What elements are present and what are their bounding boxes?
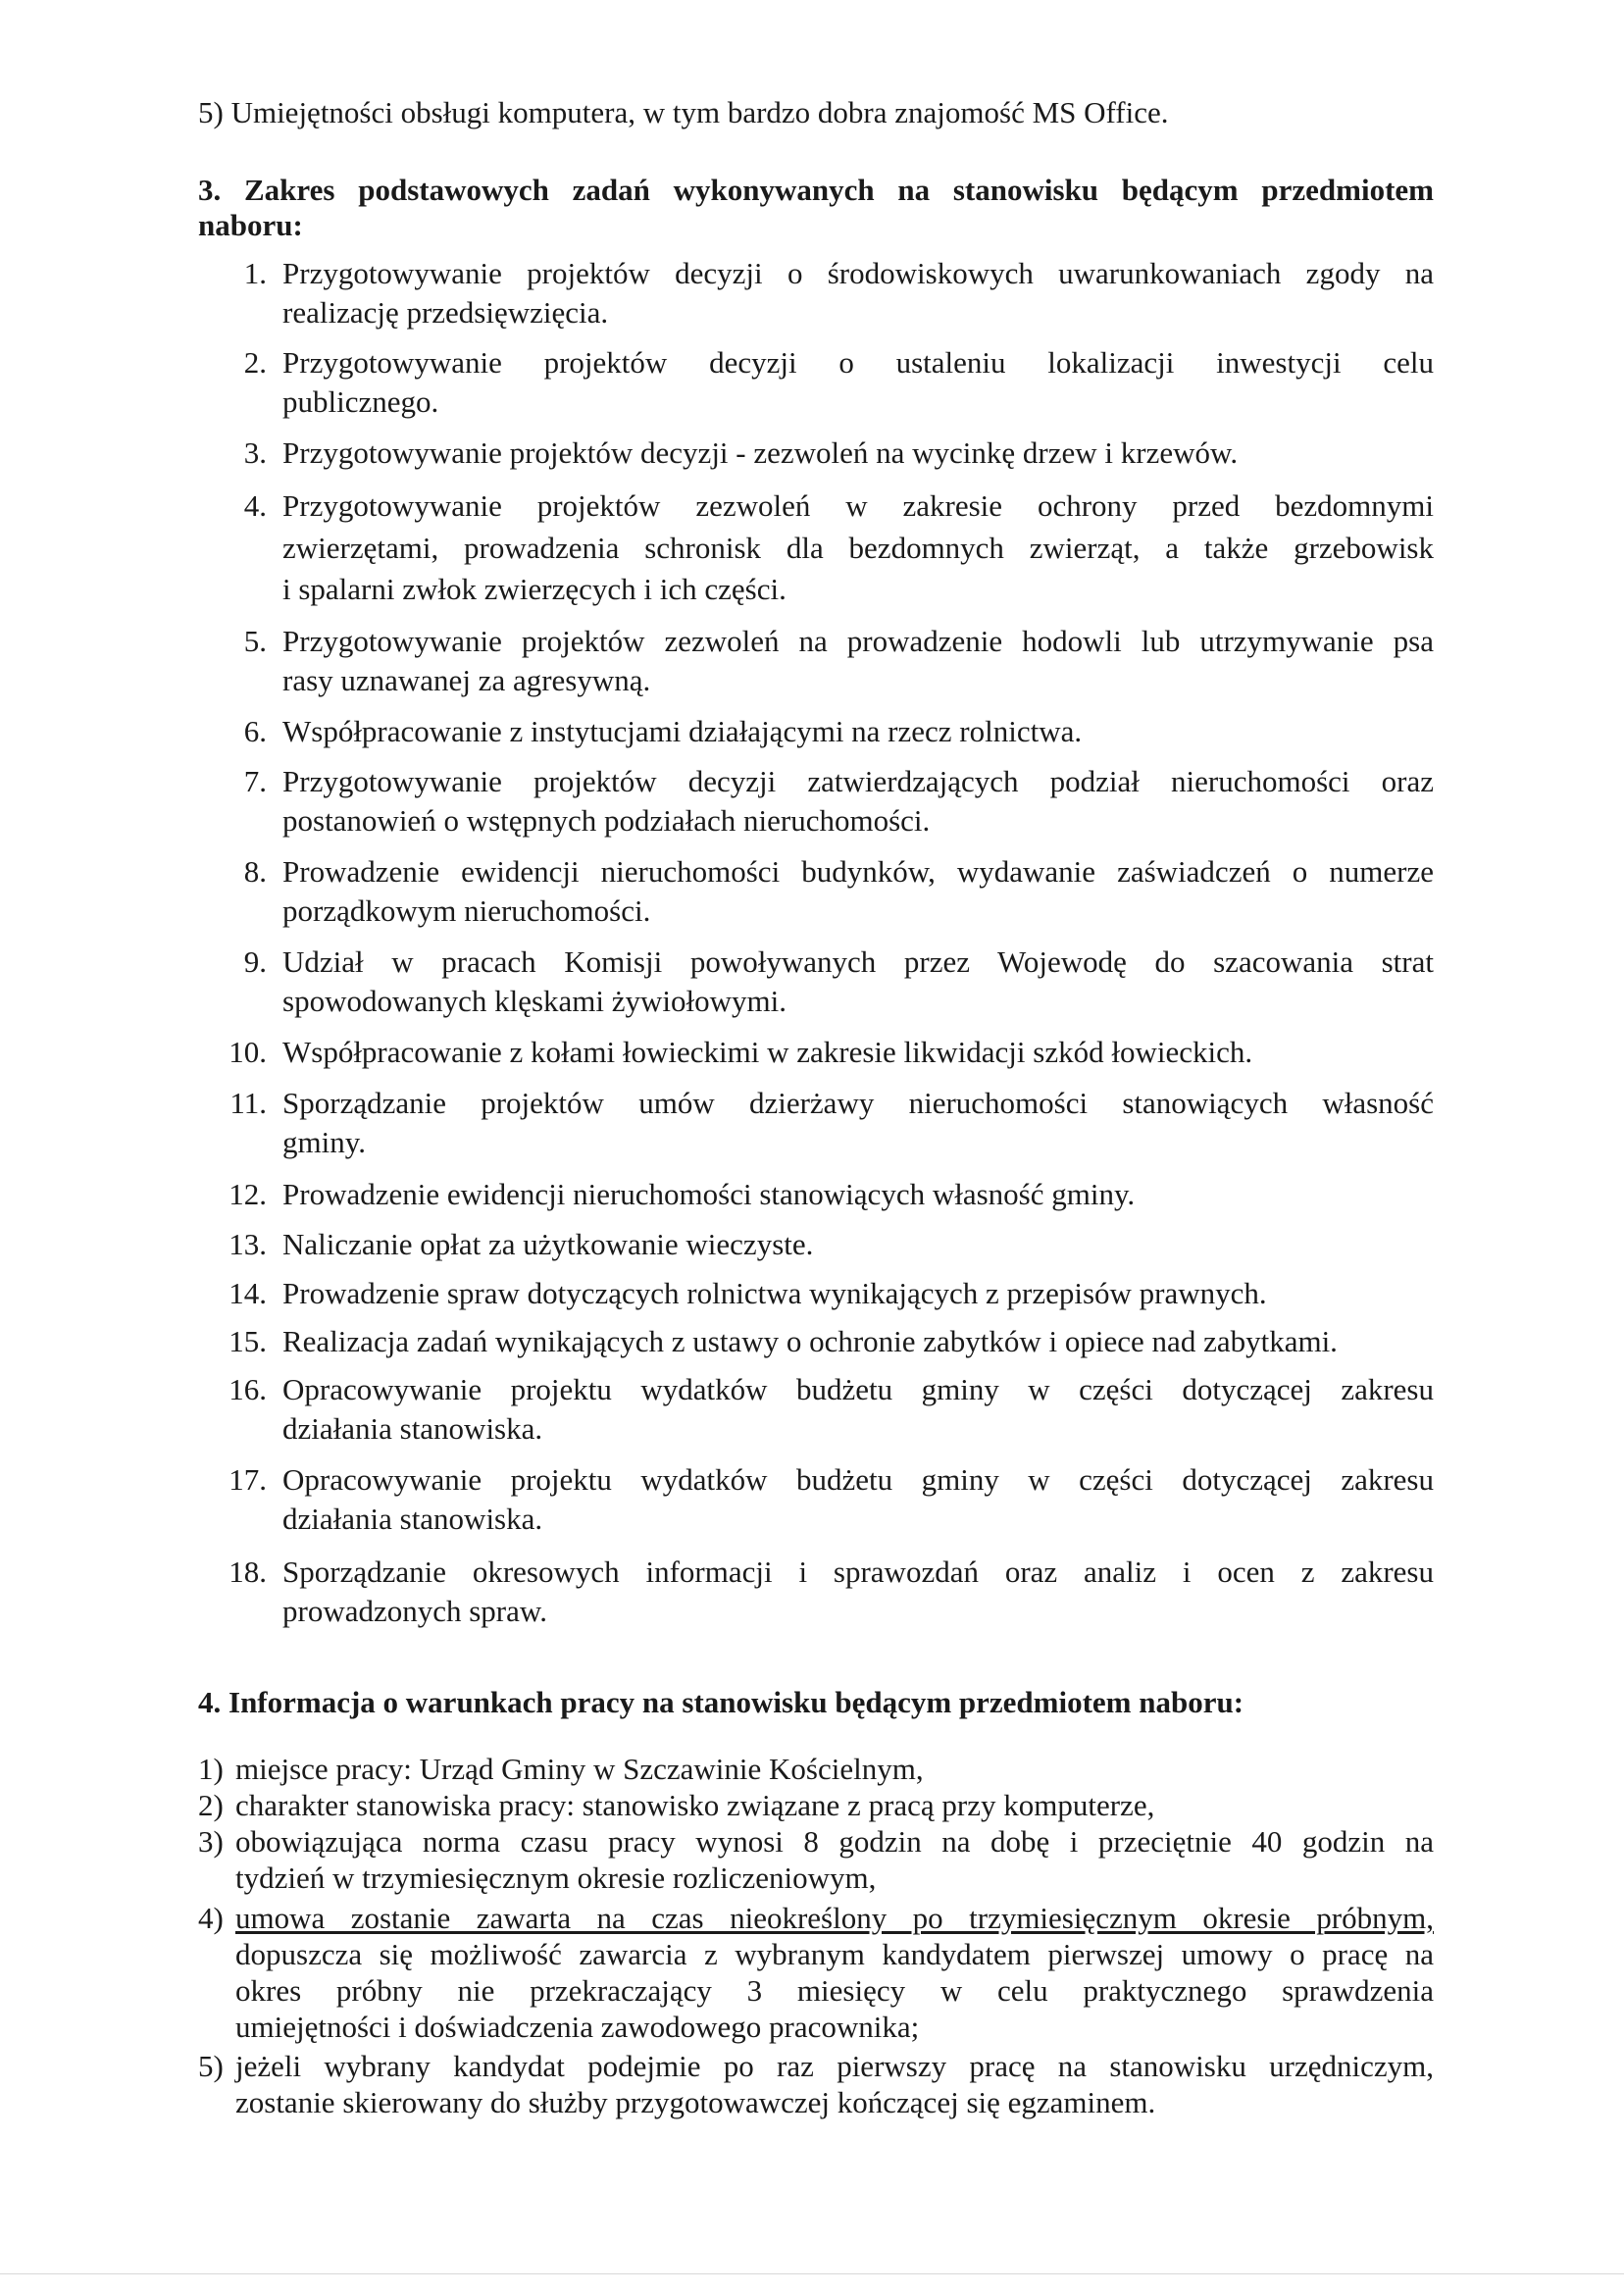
list-item-number: 18. xyxy=(228,1555,267,1589)
section-3-heading: 3. Zakres podstawowych zadań wykonywanych na stanowisku będącym przedmiotem xyxy=(198,173,1434,207)
list-item-cont: rasy uznawanej za agresywną. xyxy=(282,663,651,697)
list-item-number: 13. xyxy=(228,1227,267,1261)
list-item-number: 3. xyxy=(243,435,267,470)
list-item-cont: gminy. xyxy=(282,1125,366,1159)
list-item-number: 2. xyxy=(243,345,267,380)
list-item: Przygotowywanie projektów zezwoleń na prowadzenie hodowli lub utrzymywanie psa xyxy=(282,624,1434,658)
list-item-number: 4) xyxy=(198,1901,224,1935)
list-item: Przygotowywanie projektów decyzji o ustaleniu lokalizacji inwestycji celu xyxy=(282,345,1434,380)
list-item-cont: zwierzętami, prowadzenia schronisk dla bezdomnych zwierząt, a także grzebowisk xyxy=(282,531,1434,565)
list-item: jeżeli wybrany kandydat podejmie po raz pierwszy pracę na stanowisku urzędniczym, xyxy=(235,2049,1434,2083)
list-item-cont: publicznego. xyxy=(282,384,439,419)
list-item: Prowadzenie ewidencji nieruchomości budynków, wydawanie zaświadczeń o numerze xyxy=(282,854,1434,889)
list-item: Udział w pracach Komisji powoływanych przez Wojewodę do szacowania strat xyxy=(282,944,1434,979)
list-item-number: 1. xyxy=(243,256,267,290)
list-item-cont: spowodowanych klęskami żywiołowymi. xyxy=(282,984,787,1018)
list-item-number: 17. xyxy=(228,1462,267,1497)
list-item-number: 11. xyxy=(229,1086,267,1120)
list-item-cont: działania stanowiska. xyxy=(282,1502,543,1536)
list-item-number: 5. xyxy=(243,624,267,658)
list-item: Realizacja zadań wynikających z ustawy o ochronie zabytków i opiece nad zabytkami. xyxy=(282,1324,1338,1358)
list-item: Współpracowanie z kołami łowieckimi w zakresie likwidacji szkód łowieckich. xyxy=(282,1035,1253,1069)
list-item: Przygotowywanie projektów decyzji o środowiskowych uwarunkowaniach zgody na xyxy=(282,256,1434,290)
list-item: Przygotowywanie projektów zezwoleń w zakresie ochrony przed bezdomnymi xyxy=(282,488,1434,523)
list-item-number: 1) xyxy=(198,1752,224,1786)
list-item-cont: zostanie skierowany do służby przygotowawczej kończącej się egzaminem. xyxy=(235,2085,1156,2119)
list-item-number: 10. xyxy=(228,1035,267,1069)
list-item: obowiązująca norma czasu pracy wynosi 8 godzin na dobę i przeciętnie 40 godzin na xyxy=(235,1824,1434,1859)
list-item: Opracowywanie projektu wydatków budżetu gminy w części dotyczącej zakresu xyxy=(282,1462,1434,1497)
list-item-cont: umiejętności i doświadczenia zawodowego pracownika; xyxy=(235,2010,920,2044)
list-item-cont: okres próbny nie przekraczający 3 miesięcy w celu praktycznego sprawdzenia xyxy=(235,1973,1434,2008)
list-item: Opracowywanie projektu wydatków budżetu gminy w części dotyczącej zakresu xyxy=(282,1372,1434,1406)
section-3-heading-cont: naboru: xyxy=(198,208,303,242)
list-item-number: 8. xyxy=(243,854,267,889)
list-item: umowa zostanie zawarta na czas nieokreślony po trzymiesięcznym okresie próbnym, xyxy=(235,1901,1434,1935)
list-item-number: 5) xyxy=(198,2049,224,2083)
list-item-cont: prowadzonych spraw. xyxy=(282,1594,548,1628)
list-item-cont: realizację przedsięwzięcia. xyxy=(282,295,609,330)
requirement-item-5: 5) Umiejętności obsługi komputera, w tym bardzo dobra znajomość MS Office. xyxy=(198,95,1169,129)
list-item: Sporządzanie okresowych informacji i sprawozdań oraz analiz i ocen z zakresu xyxy=(282,1555,1434,1589)
list-item: Prowadzenie ewidencji nieruchomości stanowiących własność gminy. xyxy=(282,1177,1136,1211)
list-item: Sporządzanie projektów umów dzierżawy nieruchomości stanowiących własność xyxy=(282,1086,1434,1120)
list-item-cont: i spalarni zwłok zwierzęcych i ich części. xyxy=(282,572,787,606)
list-item-cont: działania stanowiska. xyxy=(282,1411,543,1446)
list-item: Przygotowywanie projektów decyzji - zezwoleń na wycinkę drzew i krzewów. xyxy=(282,435,1239,470)
list-item: miejsce pracy: Urząd Gminy w Szczawinie Kościelnym, xyxy=(235,1752,924,1786)
page-bottom-edge xyxy=(0,2273,1624,2274)
list-item-number: 16. xyxy=(228,1372,267,1406)
list-item-cont: porządkowym nieruchomości. xyxy=(282,893,651,928)
list-item-cont: postanowień o wstępnych podziałach nieruchomości. xyxy=(282,803,931,838)
list-item-cont: dopuszcza się możliwość zawarcia z wybranym kandydatem pierwszej umowy o pracę na xyxy=(235,1937,1434,1971)
list-item-number: 12. xyxy=(228,1177,267,1211)
section-4-heading: 4. Informacja o warunkach pracy na stanowisku będącym przedmiotem naboru: xyxy=(198,1685,1244,1719)
list-item-number: 2) xyxy=(198,1788,224,1822)
list-item: Naliczanie opłat za użytkowanie wieczyste. xyxy=(282,1227,814,1261)
list-item-number: 3) xyxy=(198,1824,224,1859)
list-item-number: 6. xyxy=(243,714,267,748)
list-item: charakter stanowiska pracy: stanowisko związane z pracą przy komputerze, xyxy=(235,1788,1155,1822)
list-item-number: 14. xyxy=(228,1276,267,1310)
list-item-number: 9. xyxy=(243,944,267,979)
list-item-cont: tydzień w trzymiesięcznym okresie rozliczeniowym, xyxy=(235,1861,877,1895)
list-item-number: 15. xyxy=(228,1324,267,1358)
list-item: Przygotowywanie projektów decyzji zatwierdzających podział nieruchomości oraz xyxy=(282,764,1434,798)
list-item-number: 7. xyxy=(243,764,267,798)
list-item: Współpracowanie z instytucjami działającymi na rzecz rolnictwa. xyxy=(282,714,1083,748)
list-item: Prowadzenie spraw dotyczących rolnictwa wynikających z przepisów prawnych. xyxy=(282,1276,1267,1310)
list-item-number: 4. xyxy=(243,488,267,523)
